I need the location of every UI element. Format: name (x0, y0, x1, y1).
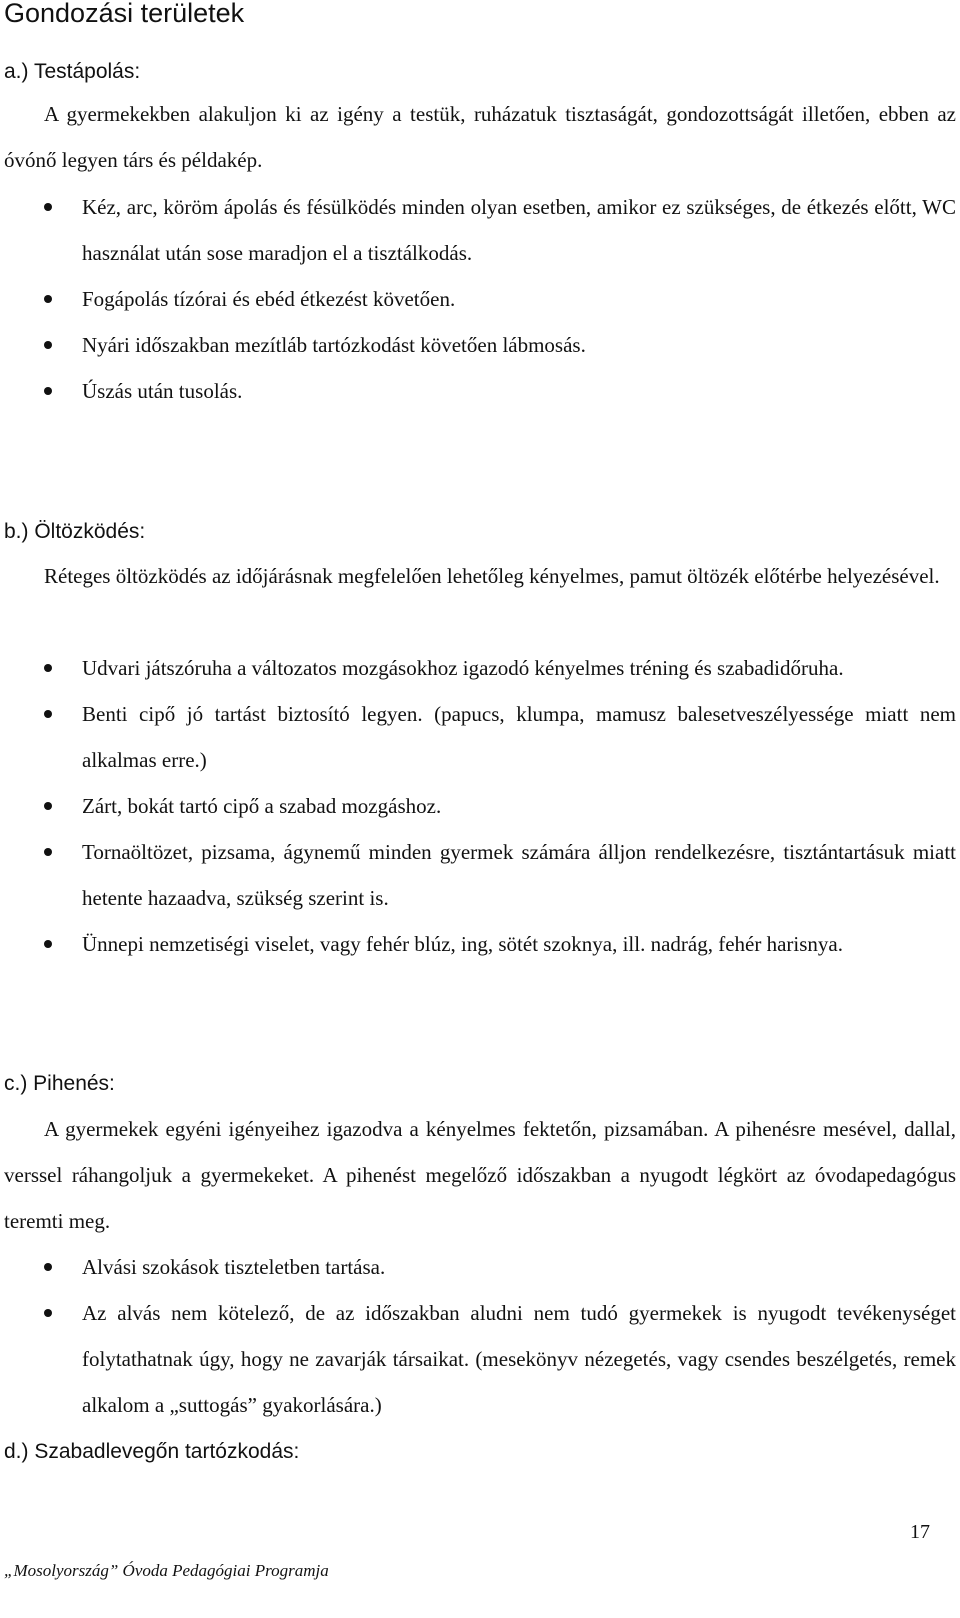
bullet-icon (44, 203, 52, 211)
list-item: Nyári időszakban mezítláb tartózkodást követően lábmosás. (0, 322, 956, 368)
bullet-icon (44, 387, 52, 395)
list-item: Benti cipő jó tartást biztosító legyen. (papucs, klumpa, mamusz balesetveszélyessége miatt nem alkalmas erre.) (0, 691, 956, 783)
list-item: Kéz, arc, köröm ápolás és fésülködés minden olyan esetben, amikor ez szükséges, de étkezés előtt, WC használat után sose maradjon el a tisztálkodás. (0, 184, 956, 276)
list-item: Zárt, bokát tartó cipő a szabad mozgáshoz. (0, 783, 956, 829)
bullet-icon (44, 1263, 52, 1271)
bullet-icon (44, 341, 52, 349)
footer-program-title: „Mosolyország” Óvoda Pedagógiai Programja (4, 1561, 329, 1580)
list-item: Udvari játszóruha a változatos mozgásokhoz igazodó kényelmes tréning és szabadidőruha. (0, 645, 956, 691)
section-b-bullet-list (0, 645, 956, 967)
list-item: Alvási szokások tiszteletben tartása. (0, 1244, 956, 1290)
bullet-icon (44, 848, 52, 856)
section-d-heading: d.) Szabadlevegőn tartózkodás: (4, 1440, 300, 1463)
bullet-icon (44, 940, 52, 948)
bullet-icon (44, 710, 52, 718)
section-c-paragraph: A gyermekek egyéni igényeihez igazodva a kényelmes fektetőn, pizsamában. A pihenésre mesével, dallal, verssel ráhangoljuk a gyermekeket. A pihenést megelőző időszakban a nyugodt légkört az óvodapedagógus teremti meg. (4, 1117, 956, 1233)
list-item: Úszás után tusolás. (0, 368, 956, 414)
section-a-heading: a.) Testápolás: (4, 60, 141, 83)
page-number: 17 (910, 1521, 930, 1543)
section-c-heading: c.) Pihenés: (4, 1072, 115, 1095)
section-b-paragraph: Réteges öltözködés az időjárásnak megfelelően lehetőleg kényelmes, pamut öltözék előtérbe helyezésével. (44, 564, 940, 588)
section-c-bullet-list (0, 1244, 956, 1428)
bullet-icon (44, 802, 52, 810)
bullet-icon (44, 295, 52, 303)
list-item: Ünnepi nemzetiségi viselet, vagy fehér blúz, ing, sötét szoknya, ill. nadrág, fehér harisnya. (0, 921, 956, 967)
list-item: Tornaöltözet, pizsama, ágynemű minden gyermek számára álljon rendelkezésre, tisztántartásuk miatt hetente hazaadva, szükség szerint is. (0, 829, 956, 921)
page-title: Gondozási területek (4, 0, 245, 28)
bullet-icon (44, 664, 52, 672)
section-b-heading: b.) Öltözködés: (4, 520, 146, 543)
bullet-icon (44, 1309, 52, 1317)
list-item: Az alvás nem kötelező, de az időszakban aludni nem tudó gyermekek is nyugodt tevékenységet folytathatnak úgy, hogy ne zavarják társaikat. (mesekönyv nézegetés, vagy csendes beszélgetés, remek alkalom a „suttogás” gyakorlására.) (0, 1290, 956, 1428)
section-a-paragraph: A gyermekekben alakuljon ki az igény a testük, ruházatuk tisztaságát, gondozottságát illetően, ebben az óvónő legyen társ és példakép. (4, 102, 956, 172)
section-a-bullet-list (0, 184, 956, 414)
list-item: Fogápolás tízórai és ebéd étkezést követően. (0, 276, 956, 322)
